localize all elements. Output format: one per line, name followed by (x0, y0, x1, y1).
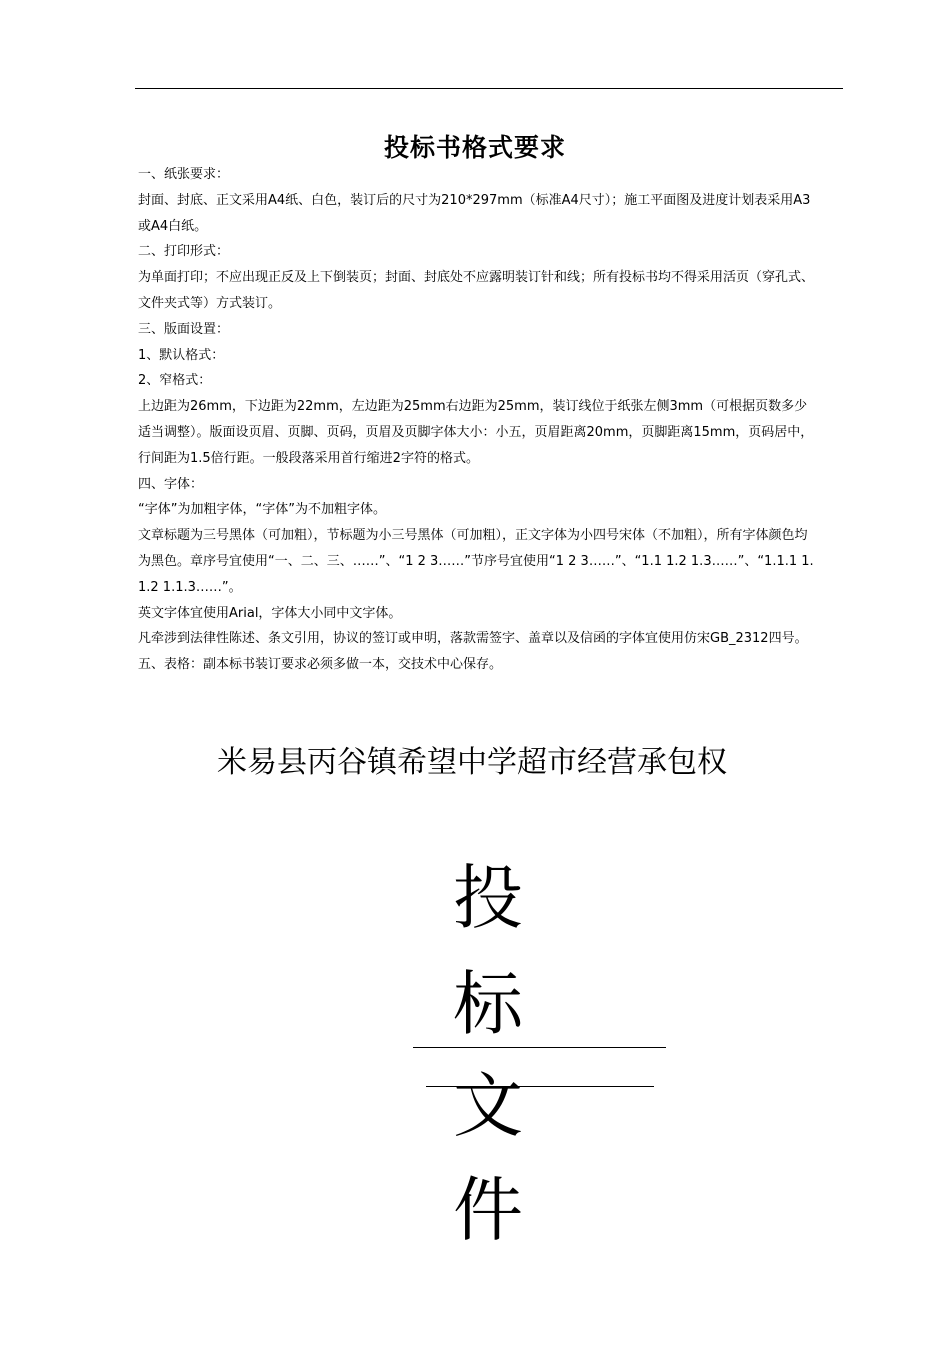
document-title: 投标书格式要求 (383, 133, 566, 162)
cover-char-tou: 投 (453, 857, 523, 939)
paper-requirements-text: 封面、封底、正文采用A4纸、白色，装订后的尺寸为210*297mm（标准A4尺寸）；施工平面图及进度计划表采用A3或A4白纸。 (138, 192, 811, 234)
font-title-rules: 文章标题为三号黑体（可加粗），节标题为小三号黑体（可加粗），正文字体为小四号宋体（不加粗），所有字体颜色均为黑色。章序号宜使用“一、二、三、……”、“1 2 3……”节序号宜使用“1 2 3……”、“1.1 1.2 1.3……”、“1.1.1 1.1.2 1.1.3……”。 (138, 528, 814, 595)
layout-default-format: 1、默认格式： (138, 347, 225, 363)
font-legal-rule: 凡牵涉到法律性陈述、条文引用，协议的签订或申明，落款需签字、盖章以及信函的字体宜使用仿宋GB_2312四号。 (138, 631, 808, 647)
cover-char-biao: 标 (453, 963, 523, 1045)
section-font-heading: 四、字体： (138, 476, 204, 492)
project-title: 米易县丙谷镇希望中学超市经营承包权 (217, 745, 727, 780)
cover-char-jian: 件 (453, 1169, 523, 1251)
section-paper-heading: 一、纸张要求： (138, 167, 230, 182)
section-table-text: 五、表格：副本标书装订要求必须多做一本，交技术中心保存。 (138, 657, 503, 673)
cover-char-wen: 文 (453, 1065, 523, 1147)
font-english-rule: 英文字体宜使用Arial，字体大小同中文字体。 (138, 605, 402, 621)
requirements-body (138, 162, 818, 678)
font-bold-note: “字体”为加粗字体，“字体”为不加粗字体。 (138, 502, 386, 518)
layout-margins-text: 上边距为26mm，下边距为22mm，左边距为25mm右边距为25mm，装订线位于纸张左侧3mm（可根据页数多少适当调整）。版面设页眉、页脚、页码，页眉及页脚字体大小：小五，页眉距离20mm，页脚距离15mm，页码居中，行间距为1.5倍行距。一般段落采用首行缩进2字符的格式。 (138, 399, 814, 466)
section-print-heading: 二、打印形式： (138, 244, 230, 260)
cover-rule-upper (413, 1047, 666, 1048)
print-requirements-text: 为单面打印；不应出现正反及上下倒装页；封面、封底处不应露明装订针和线；所有投标书均不得采用活页（穿孔式、文件夹式等）方式装订。 (138, 270, 815, 311)
section-layout-heading: 三、版面设置： (138, 321, 230, 337)
layout-narrow-format: 2、窄格式： (138, 373, 212, 389)
header-rule (135, 88, 843, 89)
